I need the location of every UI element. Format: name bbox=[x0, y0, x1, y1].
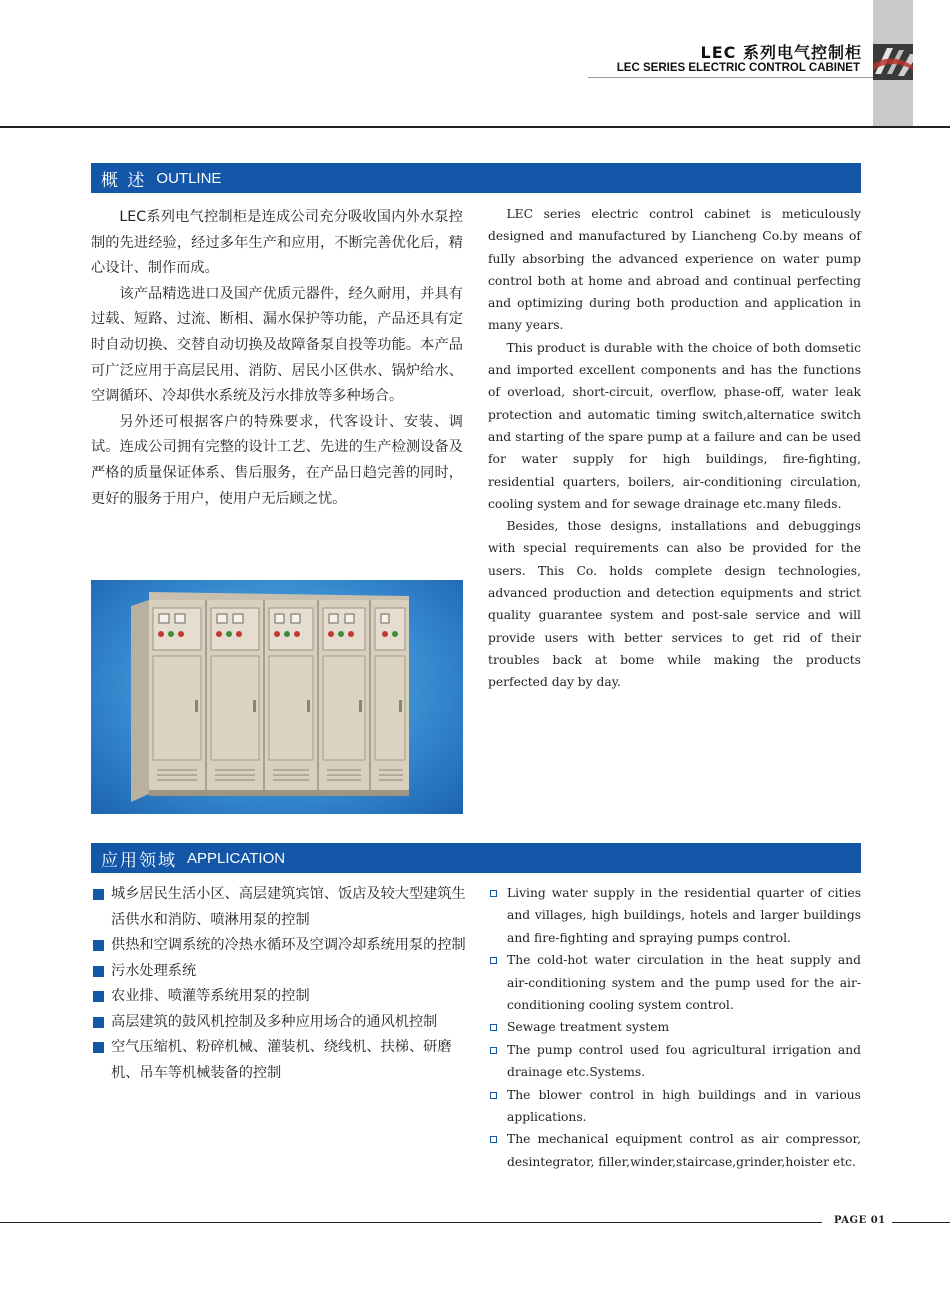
brand-emblem-icon bbox=[873, 44, 913, 80]
filled-square-icon bbox=[93, 889, 104, 900]
hollow-square-icon bbox=[490, 1136, 497, 1143]
list-item-text: The mechanical equipment control as air compressor, desintegrator, filler,winder,staircase,grinder,hoister etc. bbox=[507, 1132, 861, 1169]
outline-en-paragraph: Besides, those designs, installations and debuggings with special requirements can also be provided for the users. This Co. holds complete design technologies, advanced production and detection equipments and strict quality guarantee system and post-sale service and will provide users with better services to get rid of their troubles back at bome while making the products perfected day by day. bbox=[488, 519, 861, 690]
application-list-cn bbox=[91, 882, 466, 1086]
list-item-text: 农业排、喷灌等系统用泵的控制 bbox=[111, 988, 310, 1004]
list-item bbox=[91, 1010, 466, 1036]
filled-square-icon bbox=[93, 991, 104, 1002]
list-item-text: Sewage treatment system bbox=[507, 1020, 670, 1035]
outline-cn-paragraph: LEC系列电气控制柜是连成公司充分吸收国内外水泵控制的先进经验，经过多年生产和应用，不断完善优化后，精心设计、制作而成。 bbox=[91, 209, 463, 277]
list-item bbox=[91, 984, 466, 1010]
outline-en-paragraph: This product is durable with the choice of both domsetic and imported excellent components and has the functions of overload, short-circuit, overflow, phase-off, water leak protection and automatic timing switch,alternatice switch and starting of the spare pump at a failure and can be used for water supply for high buildings, fire-fighting, residential quarters, boilers, air-conditioning circulation, cooling system and for sewage drainage etc.many fileds. bbox=[488, 340, 861, 511]
hollow-square-icon bbox=[490, 1024, 497, 1031]
list-item bbox=[488, 1039, 861, 1084]
list-item-text: The blower control in high buildings and in various applications. bbox=[507, 1087, 861, 1125]
application-section-header bbox=[91, 843, 861, 873]
hollow-square-icon bbox=[490, 957, 497, 964]
page-number: PAGE 01 bbox=[834, 1215, 886, 1226]
header-rule bbox=[0, 126, 950, 128]
header-title-en: LEC SERIES ELECTRIC CONTROL CABINET bbox=[616, 62, 860, 74]
control-cabinet-illustration bbox=[91, 580, 463, 814]
outline-cn-paragraph: 另外还可根据客户的特殊要求，代客设计、安装、调试。连成公司拥有完整的设计工艺、先进的生产检测设备及严格的质量保证体系、售后服务，在产品日趋完善的同时，更好的服务于用户，使用户无后顾之忧。 bbox=[91, 413, 463, 507]
filled-square-icon bbox=[93, 1017, 104, 1028]
list-item bbox=[488, 1084, 861, 1129]
list-item-text: 污水处理系统 bbox=[111, 962, 197, 979]
header-title-cn: LEC 系列电气控制柜 bbox=[700, 43, 862, 62]
application-heading-cn: 应用领域 bbox=[101, 850, 177, 871]
footer-rule bbox=[892, 1222, 950, 1223]
list-item bbox=[488, 949, 861, 1016]
list-item bbox=[488, 882, 861, 949]
list-item bbox=[488, 1128, 861, 1173]
hollow-square-icon bbox=[490, 1047, 497, 1054]
hollow-square-icon bbox=[490, 1092, 497, 1099]
outline-section-header bbox=[91, 163, 861, 193]
application-list-en bbox=[488, 882, 861, 1173]
list-item-text: 供热和空调系统的冷热水循环及空调冷却系统用泵的控制 bbox=[111, 937, 466, 953]
list-item-text: 高层建筑的鼓风机控制及多种应用场合的通风机控制 bbox=[111, 1013, 438, 1030]
filled-square-icon bbox=[93, 940, 104, 951]
list-item bbox=[488, 1016, 861, 1038]
list-item-text: The pump control used fou agricultural irrigation and drainage etc.Systems. bbox=[507, 1042, 861, 1080]
footer-rule bbox=[0, 1222, 822, 1223]
list-item-text: Living water supply in the residential quarter of cities and villages, high buildings, hotels and larger buildings and fire-fighting and spraying pumps control. bbox=[507, 886, 861, 945]
list-item bbox=[91, 882, 466, 933]
list-item-text: The cold-hot water circulation in the heat supply and air-conditioning system and the pump used for the air-conditioning cooling system control. bbox=[507, 953, 861, 1013]
filled-square-icon bbox=[93, 966, 104, 977]
outline-en-paragraph: LEC series electric control cabinet is meticulously designed and manufactured by Liancheng Co.by means of fully absorbing the advanced experience on water pump control both at home and abroad and continual perfecting and optimizing during both production and application in many years. bbox=[488, 207, 861, 333]
list-item-text: 城乡居民生活小区、高层建筑宾馆、饭店及较大型建筑生活供水和消防、喷淋用泵的控制 bbox=[111, 886, 466, 928]
application-heading-en: APPLICATION bbox=[187, 849, 286, 867]
list-item bbox=[91, 959, 466, 985]
outline-heading-cn: 概 述 bbox=[101, 170, 147, 191]
product-photo bbox=[91, 580, 463, 814]
list-item bbox=[91, 933, 466, 959]
outline-heading-en: OUTLINE bbox=[156, 169, 222, 187]
filled-square-icon bbox=[93, 1042, 104, 1053]
outline-cn-paragraph: 该产品精选进口及国产优质元器件，经久耐用，并具有过载、短路、过流、断相、漏水保护等功能，产品还具有定时自动切换、交替自动切换及故障备泵自投等功能。本产品可广泛应用于高层民用、消防、居民小区供水、锅炉给水、空调循环、冷却供水系统及污水排放等多种场合。 bbox=[91, 285, 463, 405]
hollow-square-icon bbox=[490, 890, 497, 897]
header-underline bbox=[588, 77, 873, 78]
outline-text-en bbox=[488, 203, 861, 694]
outline-text-cn bbox=[91, 205, 463, 512]
list-item bbox=[91, 1035, 466, 1086]
list-item-text: 空气压缩机、粉碎机械、灌装机、绕线机、扶梯、研磨机、吊车等机械装备的控制 bbox=[111, 1039, 452, 1081]
